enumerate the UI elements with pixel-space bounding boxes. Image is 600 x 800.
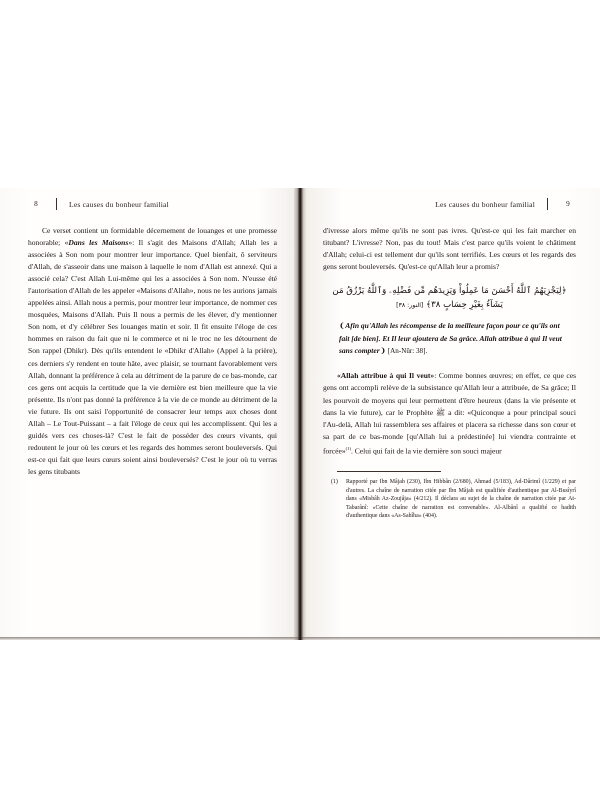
footnote-separator-rule [337,471,441,472]
translation-open-ornament: ❨ [339,321,346,331]
left-page-number: 8 [34,200,38,208]
footnote-text: Rapporté par Ibn Mâjah (230), Ibn Hibbân (2/680), Ahmad (5/183), Ad-Dârimî (1/229) et par d'autres. La chaîne de narration citée par Ibn Mâjah est qualifiée d'authentique par Al-Busîyrî dans «Misbâh Az-Zoujâja» (4/212). Il déclara au sujet de la chaîne de narration citée par At-Tabarânî: «Cette chaîne de narration est convenable». Al-Albânî a qualifié ce hadith d'authentique dans «As-Sahîha» (404). [346,479,576,520]
peace-be-upon-him-symbol: ﷺ [436,407,446,417]
translation-source-reference: [An-Nûr: 38]. [387,347,428,355]
verse-open-ornament: ﴿ [561,286,567,297]
left-para-part-1: Ce verset contient un formidable décernement de louanges et une promesse honorable; « [28,226,277,248]
left-page [0,188,299,640]
left-page-body [28,225,277,478]
commentary-tail: . Celui qui fait de la vie dernière son souci majeur [350,446,502,456]
header-divider-rule [56,198,57,210]
footnote-block [329,478,576,521]
translation-text: Afin qu'Allah les récompense de la meilleure façon pour ce qu'ils ont fait [de bien]. Et Il leur ajoutera de Sa grâce. Allah attribue à qui Il veut sans compter [339,321,562,355]
verse-french-translation [339,320,566,357]
right-page-number: 9 [566,200,570,208]
commentary-lead-quote: «Allah attribue à qui Il veut» [337,371,435,381]
right-page-commentary [323,370,576,457]
verse-arabic-line-1: لِيَجْزِيَهُمُ ٱللَّهُ أَحْسَنَ مَا عَمِلُواْ وَيَزِيدَهُم مِّن فَضْلِهِۦ وَٱللَّهُ يَرْزُقُ مَن [332,286,562,297]
quran-verse-arabic [323,284,576,313]
left-header-title: Les causes du bonheur familial [69,199,169,209]
verse-arabic-reference: [النور: ٣٨] [396,302,424,310]
verse-ayah-marker: ٣٨ [431,300,441,311]
emphasised-phrase-dans-les-maisons: Dans les Maisons [68,238,129,248]
right-header-title: Les causes du bonheur familial [435,199,535,209]
header-divider-rule-right [547,198,548,210]
left-running-header [28,196,277,212]
translation-close-ornament: ❩ [379,346,386,355]
open-book [0,188,600,640]
commentary-hadith: a dit: «Quiconque a pour principal souci l'Au-delà, Allah lui rassemblera ses affaires et placera sa richesse dans son cœur et sa part de ce bas-monde [qu'Allah lui a prédestinée] lui viendra contrainte et forcée» [323,407,576,456]
verse-close-ornament: ﴾ [426,300,432,311]
left-para-part-2: »: Il s'agit des Maisons d'Allah; Allah les a associées à Son nom pour montrer leur importance. Quel bienfait, ô serviteurs d'Allah, de s'asseoir dans une maison à laquelle le nom d'Allah est annexé. Qui a associé cela? C'est Allah Lui-même qui les a associées à Son nom. N'eusse été l'autorisation d'Allah de les appeler «Maisons d'Allah», nous ne les aurions jamais appelées ainsi. Allah nous a permis, pour montrer leur importance, de nommer ces mosquées, Maisons d'Allah. Puis Il nous a permis de les élever, d'y mentionner Son nom, et d'y célébrer Ses louanges matin et soir. Il fit ensuite l'éloge de ces hommes en raison du fait que ni le commerce et ni le troc ne les détournent de Son rappel (Dhikr). Dès qu'ils entendent le «Dhikr d'Allah» (Appel à la prière), ces derniers s'y rendent en toute hâte, avec plaisir, se tournant favorablement vers Allah, donnant la préférence à cela au détriment de la parure de ce bas-monde, car ces gens ont acquis la certitude que la vie dernière est bien meilleure que la vie présente. Ils n'ont pas donné la préférence à la vie de ce monde au détriment de la vie future. Ils ont saisi l'opportunité de consacrer leur temps aux choses dont Allah – Le Tout-Puissant – a fait l'éloge de ceux qui les accomplissent. Qui les a guidés vers ces choses-là? C'est le fait de posséder des cœurs vivants, qui redoutent le jour où les cœurs et les regards des hommes seront bouleversés. Qui est-ce qui fait que leurs cœurs soient ainsi bouleversés? C'est le jour où tu verras les gens titubants [28,238,278,476]
footnote-reference-marker[interactable]: (1) [345,445,351,451]
right-paragraph-opening: d'ivresse alors même qu'ils ne sont pas ivres. Qu'est-ce qui les fait marcher en titubant? L'ivresse? Non, pas du tout! Mais c'est parce qu'ils voient le châtiment d'Allah; celui-ci est tellement dur qu'ils sont terrifiés. Les cœurs et les regards des gens seront bouleversés. Qu'est-ce qu'Allah leur a promis? [323,226,576,272]
right-running-header [323,196,576,212]
footnote-number: (1) [331,479,338,486]
commentary-body: : Comme bonnes œuvres; en effet, ce que ces gens ont accompli relève de la subsistance qu'Allah leur a attribuée, de Sa grâce; Il les pourvoit de moyens qui leur permettent d'être heureux (dans la vie présente et dans la vie future), car le Prophète [323,371,577,417]
verse-arabic-line-2: يَشَآءُ بِغَيْرِ حِسَابٍ [443,300,503,311]
right-page [301,188,600,640]
commentary-paragraph [323,370,576,457]
right-page-body [323,225,576,273]
left-paragraph-1 [28,225,277,478]
